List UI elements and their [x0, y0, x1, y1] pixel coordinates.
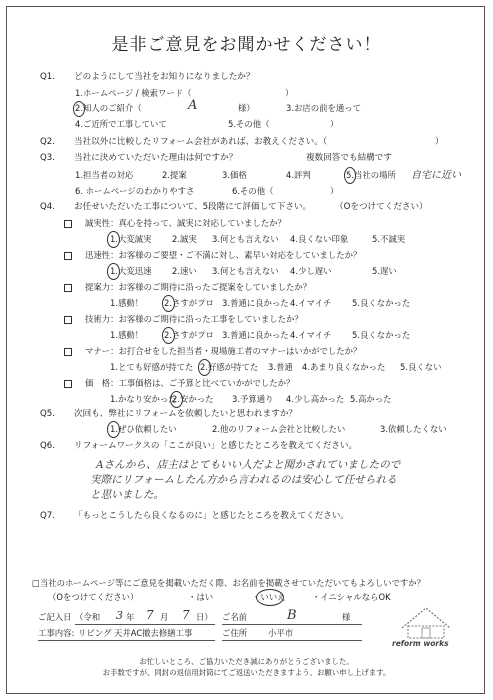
logo-text: reform works — [392, 639, 449, 648]
q6-handwritten-line: 実際にリフォームしたん方から言われるのは安心して任せられる — [90, 474, 397, 486]
q4-item-option: 3.予算通り — [232, 394, 274, 404]
q4-item-question: 技術力：お客様のご期待に沿った工事をしていましたか？ — [85, 314, 303, 324]
q4-item-option: 5.高かった — [350, 394, 392, 404]
q4-item-question: 誠実性：真心を持って、誠実に対応していましたか？ — [85, 218, 286, 228]
q4-item-option: 2.速い — [172, 266, 197, 276]
q3-multi-note: 複数回答でも結構です — [306, 153, 392, 163]
q4-item-option: 4.あまり良くなかった — [302, 362, 386, 372]
q3-option-1: 1.担当者の対応 — [75, 170, 134, 180]
q1-option-1: 1.ホームページ / 検索ワード（ — [75, 88, 192, 98]
checkbox — [64, 380, 72, 388]
answer-circle — [344, 167, 356, 184]
q4-item-option: 2.さすがプロ — [164, 330, 214, 340]
entry-address: 小平市 — [268, 628, 294, 638]
q6-handwritten-line: Aさんから、店主はとてもいい人だよと聞かされていましたので — [96, 459, 401, 471]
entry-year-unit: 年 — [126, 612, 135, 622]
q4-item-option: 4.少し遅い — [290, 266, 332, 276]
publish-option-initial: ・イニシャルならOK — [312, 592, 391, 602]
q2-number: Q2. — [40, 137, 55, 147]
entry-work-label: 工事内容: — [38, 628, 75, 638]
q3-option-5: 5.当社の場所 — [346, 170, 396, 180]
q6-number: Q6. — [40, 441, 55, 451]
entry-day: 7 — [182, 608, 190, 622]
entry-name: B — [287, 608, 297, 623]
entry-name-suffix: 様 — [342, 612, 351, 622]
publish-hint: （Oをつけてください） — [48, 592, 139, 602]
underline — [75, 624, 215, 625]
footer-return-note: お手数ですが、同封の返信用封筒にてご返送いただきますよう、お願い申し上げます。 — [102, 668, 391, 677]
q3-option-6: 6. ホームページのわかりやすさ — [75, 186, 195, 196]
q4-item-option: 1.大変誠実 — [110, 234, 152, 244]
underline — [222, 624, 362, 625]
q3-question: 当社に決めていただいた理由は何ですか？ — [74, 153, 238, 163]
q4-item-option: 2.安かった — [172, 394, 214, 404]
q1-handwritten-referrer: A — [188, 98, 198, 113]
underline — [222, 640, 362, 641]
q1-option-2-suffix: 様） — [238, 103, 255, 113]
q6-handwritten-line: と思いました。 — [90, 489, 165, 501]
q4-item-option: 5.良くない — [400, 362, 442, 372]
q3-handwritten-reason: 自宅に近い — [411, 170, 461, 181]
q4-item-question: 迅速性：お客様のご要望・ご不満に対し、素早い対応をしていましたか？ — [85, 250, 362, 260]
q4-item-question: 価 格：工事価格は、ご予算と比べていかがでしたか？ — [85, 378, 295, 388]
q4-item-option: 4.良くない印象 — [290, 234, 349, 244]
q7-number: Q7. — [40, 511, 55, 521]
answer-circle — [162, 327, 175, 344]
answer-circle — [107, 231, 120, 248]
q4-item-option: 5.良くなかった — [352, 298, 411, 308]
answer-circle — [162, 295, 175, 312]
q5-number: Q5. — [40, 409, 55, 419]
q4-item-option: 3.何とも言えない — [212, 234, 279, 244]
q1-question: どのようにして当社をお知りになりましたか？ — [74, 72, 255, 82]
q3-number: Q3. — [40, 153, 55, 163]
q4-item-option: 2.さすがプロ — [164, 298, 214, 308]
entry-year: 3 — [116, 609, 123, 622]
footer-thanks: お忙しいところ、ご協力いただき誠にありがとうございました。 — [139, 657, 354, 666]
q4-item-option: 3.普通に良かった — [222, 330, 289, 340]
q3-option-4: 4.評判 — [286, 170, 311, 180]
publish-option-yes: ・はい — [188, 592, 214, 602]
entry-day-unit: 日） — [196, 612, 213, 622]
q4-item-option: 1.感動！ — [110, 330, 144, 340]
q5-option-2: 2.他のリフォーム会社と比較したい — [212, 424, 346, 434]
q4-item-option: 5.不誠実 — [372, 234, 406, 244]
answer-circle — [170, 391, 183, 408]
q4-question: お任せいただいた工事について、5段階にて評価して下さい。 — [74, 202, 312, 212]
q3-option-other-close: ） — [330, 186, 339, 196]
q4-item-option: 1.かなり安かった — [110, 394, 177, 404]
q5-question: 次回も、弊社にリフォームを依頼したいと思われますか？ — [74, 409, 298, 419]
answer-circle — [256, 589, 284, 606]
q6-question: リフォームワークスの「ここが良い」と感じたところを教えてください。 — [74, 441, 358, 451]
q4-item-question: マナー：お打合せをした担当者・現場施工者のマナーはいかがでしたか？ — [85, 346, 362, 356]
underline — [38, 640, 215, 641]
publish-question: □当社のホームページ等にご意見を掲載いただく際、お名前を掲載させていただいてもよろしいですか？ — [32, 578, 425, 588]
entry-name-label: ご名前 — [222, 612, 248, 622]
entry-month: 7 — [146, 608, 154, 622]
q4-number: Q4. — [40, 202, 55, 212]
q4-item-option: 3.何とも言えない — [212, 266, 279, 276]
q2-close: ） — [435, 137, 444, 147]
q4-item-option: 2.好感が持てた — [200, 362, 259, 372]
q1-number: Q1. — [40, 72, 55, 82]
q4-item-option: 4.少し高かった — [286, 394, 345, 404]
q1-option-1-close: ） — [285, 88, 294, 98]
page-title: 是非ご意見をお聞かせください！ — [111, 35, 382, 55]
q4-item-option: 4.イマイチ — [290, 330, 332, 340]
q4-item-option: 2.誠実 — [172, 234, 197, 244]
q4-item-option: 1.大変迅速 — [110, 266, 152, 276]
q4-hint: （Oをつけてください） — [335, 202, 428, 212]
q1-option-5-close: ） — [330, 119, 339, 129]
entry-work: リビング 天井AC撤去修繕工事 — [78, 628, 193, 638]
entry-address-label: ご住所 — [222, 628, 248, 638]
entry-era: （令和 — [75, 612, 101, 622]
answer-circle — [107, 421, 120, 438]
q4-item-option: 3.普通に良かった — [222, 298, 289, 308]
q1-option-4: 4.ご近所で工事していて — [75, 119, 167, 129]
q4-item-option: 5.良くなかった — [352, 330, 411, 340]
q2-question: 当社以外に比較したリフォーム会社があれば、お教えください。（ — [74, 137, 328, 147]
checkbox — [64, 220, 72, 228]
q4-item-option: 1.とても好感が持てた — [110, 362, 194, 372]
answer-circle — [73, 101, 85, 117]
answer-circle — [107, 263, 120, 280]
checkbox — [64, 348, 72, 356]
q4-item-option: 4.イマイチ — [290, 298, 332, 308]
q3-option-other: 6.その他（ — [232, 186, 274, 196]
q1-option-3: 3.お店の前を通って — [286, 103, 361, 113]
answer-circle — [198, 359, 211, 376]
q3-option-3: 3.価格 — [222, 170, 247, 180]
q4-item-option: 5.遅い — [372, 266, 397, 276]
q5-option-1: 1.ぜひ依頼したい — [110, 424, 177, 434]
publish-option-no: ・いいえ — [252, 592, 286, 602]
checkbox — [64, 252, 72, 260]
q5-option-3: 3.依頼したくない — [380, 424, 447, 434]
entry-month-unit: 月 — [160, 612, 169, 622]
q3-option-2: 2.提案 — [162, 170, 187, 180]
entry-date-label: ご記入日 — [38, 612, 72, 622]
q1-option-2: 2.知人のご紹介（ — [75, 103, 142, 113]
q7-question: 「もっとこうしたら良くなるのに」と感じたところを教えてください。 — [74, 511, 350, 521]
q4-item-option: 3.普通 — [268, 362, 293, 372]
q1-option-5: 5.その他（ — [228, 119, 270, 129]
q4-item-question: 提案力：お客様のご期待に沿ったご提案をしていましたか？ — [85, 282, 312, 292]
q4-item-option: 1.感動！ — [110, 298, 144, 308]
checkbox — [64, 316, 72, 324]
checkbox — [64, 284, 72, 292]
